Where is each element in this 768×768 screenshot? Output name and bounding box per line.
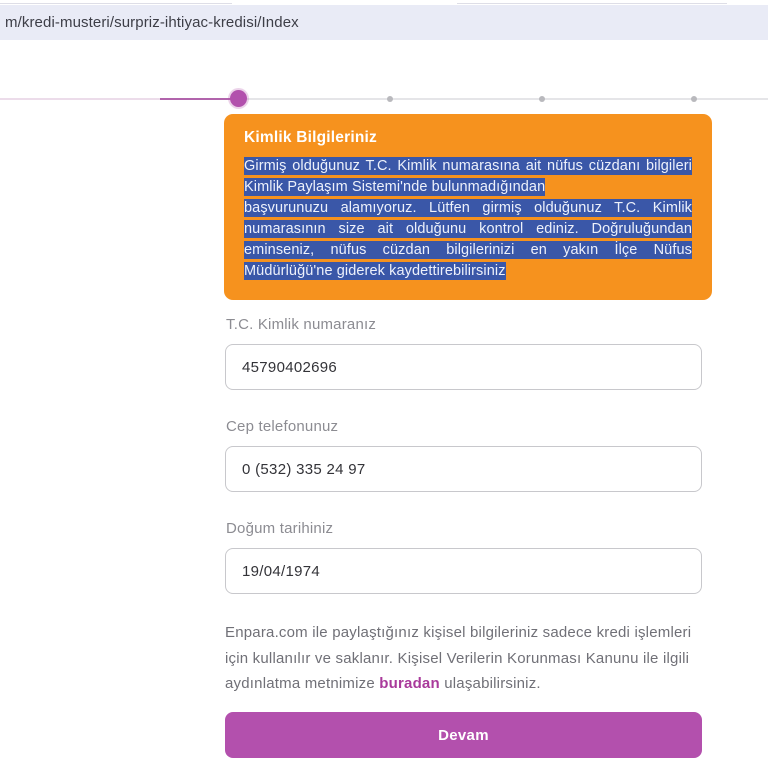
step-dot: [387, 96, 393, 102]
tab-strip-divider: [0, 3, 232, 4]
birthdate-label: Doğum tarihiniz: [226, 520, 334, 537]
step-dot: [691, 96, 697, 102]
devam-button[interactable]: Devam: [225, 712, 702, 758]
url-text[interactable]: m/kredi-musteri/surpriz-ihtiyac-kredisi/Index: [5, 14, 299, 31]
stepper-progress-line-active: [160, 98, 238, 100]
disclaimer-text: ulaşabilirsiniz.: [439, 675, 541, 692]
buradan-link[interactable]: buradan: [379, 675, 440, 692]
step-dot: [539, 96, 545, 102]
tab-strip-divider: [457, 3, 727, 4]
stepper-progress-line: [0, 98, 160, 100]
identity-error-alert: [224, 114, 712, 300]
tc-kimlik-input[interactable]: [225, 344, 702, 390]
birthdate-input[interactable]: [225, 548, 702, 594]
alert-title: Kimlik Bilgileriniz: [244, 129, 377, 146]
alert-body: [244, 156, 692, 282]
tc-kimlik-label: T.C. Kimlik numaranız: [226, 316, 377, 333]
privacy-disclaimer: [225, 620, 707, 697]
phone-label: Cep telefonunuz: [226, 418, 339, 435]
progress-stepper: [0, 40, 768, 80]
step-dot-current: [230, 90, 247, 107]
alert-body-selected-text: Girmiş olduğunuz T.C. Kimlik numarasına ait nüfus cüzdanı bilgileri Kimlik Paylaşım Sistemi'nde bulunmadığından: [244, 158, 692, 195]
disclaimer-text: Enpara.com ile paylaştığınız kişisel bilgileriniz sadece kredi işlemleri için kullanılır ve saklanır. Kişisel Verilerin Korunması Kanunu ile ilgili aydınlatma metnimize: [225, 624, 692, 692]
alert-body-selected-text: başvurunuzu alamıyoruz. Lütfen girmiş olduğunuz T.C. Kimlik numarasının size ait olduğunu kontrol ediniz. Doğruluğundan eminseniz, nüfus cüzdan bilgilerinizi en yakın İlçe Nüfus Müdürlüğü'ne giderek kaydettirebilirsiniz: [244, 200, 692, 279]
phone-input[interactable]: [225, 446, 702, 492]
browser-address-bar[interactable]: [0, 5, 768, 40]
